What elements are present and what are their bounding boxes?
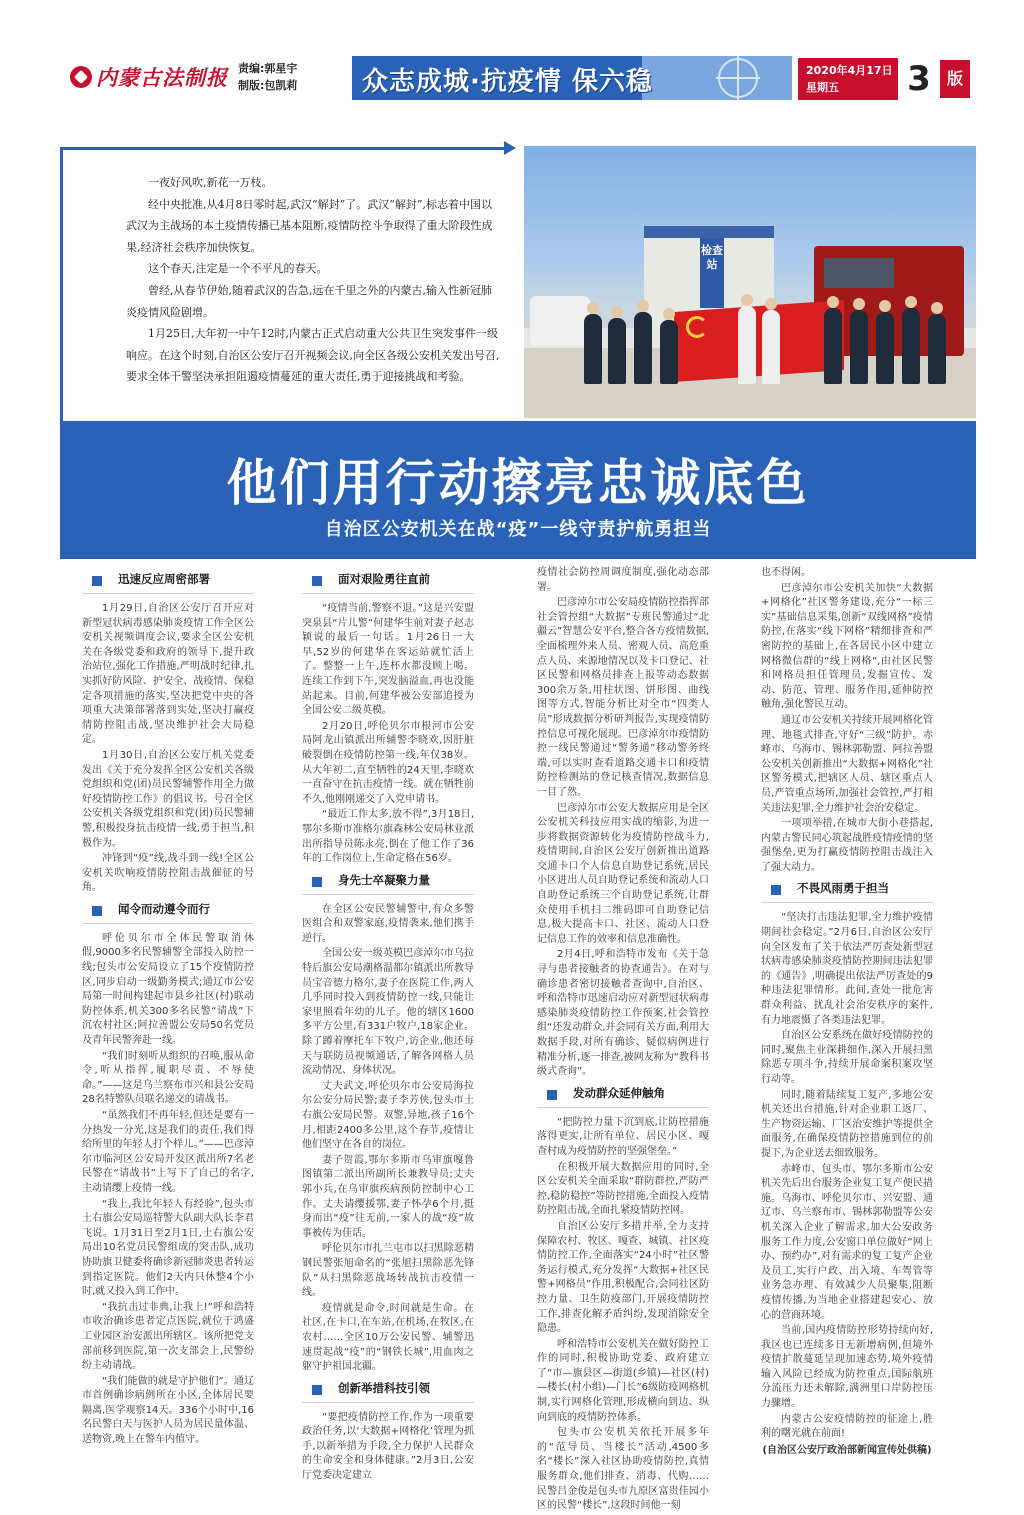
section-heading bbox=[82, 900, 254, 924]
newspaper-logo: 内蒙古法制报 bbox=[96, 65, 228, 90]
section-title: 身先士卒凝聚力量 bbox=[338, 872, 430, 887]
paragraph: 当前,国内疫情防控形势持续向好,我区也已连续多日无新增病例,但境外疫情扩散蔓延呈现加速态势,境外疫情输入风险已经成为防控重点,国际航班分流压力还未解除,满洲里口岸防控压力骤增。 bbox=[761, 1325, 933, 1410]
paragraph: 在全区公安民警辅警中,有众多警医组合和双警家庭,疫情袭来,他们携手逆行。 bbox=[302, 903, 474, 944]
paragraph: 在积极开展大数据应用的同时,全区公安机关全面采取“群防群控,严防严控,稳防稳控”等防控措施,全面投入疫情防控阻击战,全面扎紧疫情防控网。 bbox=[537, 1161, 709, 1217]
square-bullet-icon bbox=[771, 885, 781, 895]
article-column-1 bbox=[82, 566, 254, 1449]
paragraph: “最近工作太多,放不得”,3月18日,鄂尔多斯市准格尔旗森林公安局林业派出所指导员陈永亮,倒在了他工作了36年的工作岗位上,生命定格在56岁。 bbox=[302, 809, 474, 865]
headline: 他们用行动擦亮忠诚底色 bbox=[226, 453, 810, 512]
paragraph: “我抗击过非典,让我上!”呼和浩特市收治确诊患者定点医院,就位于鸿盛工业园区治安派出所辖区。该所把党支部前移到医院,第一次支部会上,民警纷纷主动请战。 bbox=[82, 1301, 254, 1372]
photo-person bbox=[850, 310, 868, 384]
paragraph: 一项项举措,在城市大街小巷搭起,内蒙古警民同心筑起战胜疫情疫情的坚强堡垒,更为打赢疫情防控阻击战注入了强大动力。 bbox=[761, 818, 933, 873]
square-bullet-icon bbox=[92, 576, 102, 586]
paragraph: 冲锋到“疫”线,战斗到一线!全区公安机关吹响疫情防控阻击战催征的号角。 bbox=[82, 853, 254, 894]
issue-date bbox=[798, 58, 898, 100]
square-bullet-icon bbox=[312, 576, 322, 586]
square-bullet-icon bbox=[312, 1385, 322, 1395]
paragraph: “把防控力量下沉到底,让防控措施落得更实,让所有单位、居民小区、嘎查村成为疫情防控的坚强堡垒。” bbox=[537, 1116, 709, 1157]
photo-party-flag bbox=[674, 300, 844, 382]
paragraph: 呼伦贝尔市扎兰屯市以扫黑除恶精钢民警张旭命名的“张旭扫黑除恶先锋队”从扫黑除恶战场转战抗击疫情一线。 bbox=[302, 1243, 474, 1299]
weekday-text: 星期五 bbox=[806, 81, 839, 94]
square-bullet-icon bbox=[92, 906, 102, 916]
photo-person-medic bbox=[762, 310, 780, 384]
paragraph: 全国公安一级英模巴彦淖尔市乌拉特后旗公安局潮格温都尔镇派出所教导员宝音德力格尔,妻子在医院工作,两人几乎同时投入到疫情防控一线,只能让家里照看年幼的儿子。他的辖区1600多平方公里,有331户牧户,18家企业。除了蹲着摩托车下牧户,访企业,他还每天与联防员视频通话,了解各网格人员流动情况、身体状况。 bbox=[302, 948, 474, 1077]
section-title: 发动群众延伸触角 bbox=[573, 1085, 665, 1100]
paragraph: 自治区公安厅多措并举,全力支持保障农村、牧区、嘎查、城镇、社区疫情防控工作,全面落实“24小时”社区警务运行模式,充分发挥“大数据+社区民警+网格员”作用,积极配合,会同社区防控力量、卫生防疫部门,开展疫情防控工作,排查化解矛盾纠纷,发现消除安全隐患。 bbox=[537, 1220, 709, 1335]
paragraph: 2月4日,呼和浩特市发布《关于急寻与患者接触者的协查通告》。在对与确诊患者密切接触者查询中,自治区、呼和浩特市迅速启动应对新型冠状病毒感染肺炎疫情防控工作预案,社会管控组“还发动群众,并会同有关方面,利用大数据手段,对所有确诊、疑似病例进行精准分析,逐一排查,被网友称为“教科书级式查询”。 bbox=[537, 949, 709, 1078]
section-title: 创新举措科技引领 bbox=[338, 1380, 430, 1395]
intro-paragraph: 经中央批准,从4月8日零时起,武汉“解封”了。武汉“解封”,标志着中国以武汉为主战场的本土疫情传播已基本阻断,疫情防控斗争取得了重大阶段性成果,经济社会秩序加快恢复。 bbox=[126, 197, 493, 254]
arrow-right-icon bbox=[504, 141, 516, 155]
editor-credits bbox=[238, 60, 297, 94]
section-heading bbox=[302, 871, 474, 895]
article-column-3 bbox=[537, 566, 709, 1515]
square-bullet-icon bbox=[312, 877, 322, 887]
page-number: 3 bbox=[907, 59, 931, 99]
section-title: 面对艰险勇往直前 bbox=[338, 572, 430, 586]
column-banner bbox=[352, 56, 792, 100]
compass-icon bbox=[718, 58, 758, 98]
section-heading bbox=[537, 1084, 709, 1108]
paragraph: 1月29日,自治区公安厅召开应对新型冠状病毒感染肺炎疫情工作全区公安机关视频调度会议,要求全区公安机关在各级党委和政府的领导下,提升政治站位,强化工作措施,严明战时纪律,扎实抓好防风险、护安全、战疫情、保稳定各项措施的落实,坚决把党中央的各项重大决策部署落到实处,坚决打赢疫情防控阻击战,坚决维护社会大局稳定。 bbox=[82, 603, 254, 746]
producer-name: 制版:包凯莉 bbox=[238, 79, 298, 92]
section-heading bbox=[761, 879, 933, 903]
photo-person bbox=[584, 314, 602, 384]
intro-paragraph: 1月25日,大年初一中午12时,内蒙古正式启动重大公共卫生突发事件一级响应。在这个时刻,自治区公安厅召开视频会议,向全区各级公安机关发出号召,要求全体干警坚决承担阻遏疫情蔓延的重大责任,勇于迎接挑战和考验。 bbox=[126, 327, 500, 384]
paragraph: 赤峰市、包头市、鄂尔多斯市公安机关先后出台服务企业复工复产便民措施。乌海市、呼伦贝尔市、兴安盟、通辽市、乌兰察布市、锡林郭勒盟等公安机关深入企业了解需求,加大公安政务服务工作力度,公安窗口单位做好“网上办、预约办”,对有需求的复工复产企业及员工,实行户政、出入境、车驾管等业务急办理、有效减少人员聚集,阻断疫情传播,为当地企业搭建起安心、放心的营商环境。 bbox=[761, 1163, 933, 1321]
photo-person bbox=[876, 312, 894, 384]
paragraph: 呼伦贝尔市全体民警取消休假,9000多名民警辅警全部投入防控一线;包头市公安局设立了15个疫情防控区,同步启动一级勤务模式;通辽市公安局第一时间构建起市县乡社区(村)联动防控体系,机关300多名民警“请战”下沉农村社区;阿拉善盟公安局50名党员及青年民警奔赴一线。 bbox=[82, 932, 254, 1047]
date-text: 2020年4月17日 bbox=[806, 64, 893, 77]
frame-line-top bbox=[60, 147, 506, 150]
paragraph: “疫情当前,警察不退。”这是兴安盟突泉县“片儿警”何建华生前对妻子赵志颖说的最后一句话。1月26日一大早,52岁的何建华在客运站就忙活上了。整整一上午,连杯水都没顾上喝。连续工作到下午,突发脑溢血,再也没能站起来。目前,何建华被公安部追授为全国公安二级英模。 bbox=[302, 603, 474, 717]
intro-paragraph: 这个春天,注定是一个不平凡的春天。 bbox=[148, 262, 328, 276]
news-photo bbox=[524, 146, 976, 418]
frame-line-left bbox=[60, 147, 63, 427]
article-credit: (自治区公安厅政治部新闻宣传处供稿) bbox=[762, 1444, 932, 1456]
section-heading bbox=[82, 570, 254, 594]
newspaper-logo-icon bbox=[70, 66, 92, 88]
paragraph: “我们能做的就是守护他们”。通辽市首例确诊病例所在小区,全体居民要隔离,医学观察14天。336个小时中,16名民警白天与医护人员为居民量体温、送物资,晚上在警车内值守。 bbox=[82, 1375, 254, 1446]
photo-person bbox=[824, 308, 842, 384]
photo-truck-window bbox=[824, 258, 894, 288]
paragraph: 1月30日,自治区公安厅机关党委发出《关于充分发挥全区公安机关各级党组织和党(团)员民警辅警作用全力做好疫情防控工作》的倡议书。号召全区公安机关各级党组织和党(团)员民警辅警,积极投身抗击疫情一线,勇于担当,积极作为。 bbox=[82, 749, 254, 849]
section-heading bbox=[302, 1379, 474, 1403]
photo-person bbox=[634, 312, 652, 384]
photo-person bbox=[660, 320, 678, 384]
paragraph: 巴彦淖尔市公安大数据应用是全区公安机关科技应用实战的缩影,为进一步将数据资源转化为疫情防控战斗力,疫情期间,自治区公安厅创新推出道路交通卡口个人信息自助登记系统,居民小区进出人员自助登记系统和流动人口自助登记系统三个自助登记系统,让群众使用手机扫二维码即可自助登记信息,极大提高卡口、社区、流动人口登记信息工作的效率和信息准确性。 bbox=[537, 802, 709, 945]
paragraph: 同时,随着陆续复工复产,多地公安机关还出台措施,针对企业职工返厂、生产物资运输、厂区治安维护等提供全面服务,在确保疫情防控措施到位的前提下,为企业送去细致服务。 bbox=[761, 1089, 933, 1159]
square-bullet-icon bbox=[547, 1090, 557, 1100]
paragraph: 通辽市公安机关持续开展网格化管理、地毯式排查,守好“三级”防护。赤峰市、乌海市、锡林郭勒盟、阿拉善盟公安机关创新推出“大数据+网格化”社区警务模式,把辖区人员、辖区重点人员,严管重点场所,加强社会管控,严打相关违法犯罪,全力维护社会治安稳定。 bbox=[761, 714, 933, 814]
article-column-4 bbox=[761, 566, 933, 1459]
intro-text bbox=[126, 172, 502, 388]
paragraph: 自治区公安系统在做好疫情防控的同时,聚焦主业深耕细作,深入开展扫黑除恶专项斗争,持续开展命案积案攻坚行动等。 bbox=[761, 1030, 933, 1085]
photo-car bbox=[530, 296, 590, 346]
banner-title: 众志成城·抗疫情 保六稳 bbox=[362, 67, 653, 97]
paragraph: 妻子贺霞,鄂尔多斯市乌审旗嘎鲁图镇第二派出所副所长兼教导员;丈夫郭小兵,在乌审旗疾病预防控制中心工作。丈夫请缨援鄂,妻子怀孕6个月,挺身而出“疫”往无前,一家人的战“疫”故事被传为佳话。 bbox=[302, 1154, 474, 1239]
photo-person bbox=[902, 308, 920, 384]
paragraph: “要把疫情防控工作,作为一项重要政治任务,以‘大数据+网格化’管理为抓手,以新举措为手段,全力保护人民群众的生命安全和身体健康。”2月3日,公安厅党委决定建立 bbox=[302, 1411, 474, 1482]
paragraph: 2月20日,呼伦贝尔市根河市公安局阿龙山镇派出所辅警李晓欢,因肝脏破裂倒在疫情防控第一线,年仅38岁。从大年初二,直至牺牲的24天里,李晓欢一直奋守在抗击疫情一线。就在牺牲前不久,他刚刚递交了入党申请书。 bbox=[302, 720, 474, 805]
section-title: 闻令而动遵令而行 bbox=[118, 901, 210, 916]
paragraph: 也不得闲。 bbox=[761, 567, 811, 578]
section-heading bbox=[302, 570, 474, 594]
paragraph: 疫情就是命令,时间就是生命。在社区,在卡口,在车站,在机场,在牧区,在农村……全区10万公安民警、辅警迅速贯起战“疫”的“钢铁长城”,用血肉之躯守护祖国北疆。 bbox=[302, 1302, 474, 1373]
photo-person bbox=[608, 318, 626, 384]
subheadline: 自治区公安机关在战“疫”一线守责护航勇担当 bbox=[324, 519, 712, 540]
section-title: 迅速反应周密部署 bbox=[118, 572, 210, 586]
paragraph: 巴彦淖尔市公安局疫情防控指挥部社会管控组“大数据”专班民警通过“北疆云”智慧公安平台,整合各方疫情数据,全面梳理外来人员、密观人员、高危重点人员、来源地情况以及卡口登记、社区民警和网格员排查上报等动态数据300余万条,用柱状图、饼形图、曲线图等方式,智能分析比对全市“四类人员”形成数据分析研判报告,实现疫情防控信息可视化展现。巴彦淖尔市疫情防控一线民警通过“警务通”移动警务终端,可以实时查看道路交通卡口和疫情防控检测站的登记核查情况,数据信息一目了然。 bbox=[537, 597, 709, 798]
editor-name: 责编:郭星宇 bbox=[238, 62, 298, 75]
intro-paragraph: 一夜好风吹,新花一万枝。 bbox=[148, 176, 273, 189]
masthead bbox=[0, 0, 1024, 112]
headline-band bbox=[60, 421, 976, 559]
paragraph: “虽然我们不再年轻,但还是要有一分热发一分光,这是我们的责任,我们得给所里的年轻人打个样儿。”——巴彦淖尔市临河区公安局开发区派出所7名老民警在“请战书”上写下了自己的名字,主动请缨上疫情一线。 bbox=[82, 1110, 254, 1194]
paragraph: 疫情社会防控周调度制度,强化动态部署。 bbox=[537, 567, 709, 593]
paragraph: “我们时刻听从组织的召唤,服从命令,听从指挥,履职尽责、不辱使命。”——这是乌兰察布市兴和县公安局28名特警队员联名递交的请战书。 bbox=[82, 1050, 254, 1106]
photo-person bbox=[928, 314, 946, 384]
section-title: 不畏风雨勇于担当 bbox=[797, 881, 889, 896]
page-suffix: 版 bbox=[940, 60, 970, 98]
paragraph: 巴彦淖尔市公安机关加快“大数据+网格化”社区警务建设,充分“一标三实”基础信息采集,创新“双线网格”疫情防控,在落实“线下网格”精细排查和严密防控的基础上,在各居民小区中建立网格微信群的“线上网格”,由社区民警和网格员担任管理员,发掘宣传、发动、防范、管理、服务作用,延伸防控触角,强化警民互动。 bbox=[761, 582, 933, 711]
intro-paragraph: 曾经,从春节伊始,随着武汉的告急,远在千里之外的内蒙古,输入性新冠肺炎疫情风险剧增。 bbox=[126, 283, 492, 319]
paragraph: 丈夫武文,呼伦贝尔市公安局海拉尔公安分局民警;妻子李芳侠,包头市土右旗公安局民警。双警,异地,孩子16个月,相距2400多公里,这个春节,疫情让他们坚守在各自的岗位。 bbox=[302, 1080, 474, 1151]
photo-checkpoint-sign: 检查站 bbox=[700, 238, 724, 308]
paragraph: 包头市公安机关依托开展多年的“范导员、当楼长”活动,4500多名“楼长”深入社区协助疫情防控,真情服务群众,他们排查、消毒、代购……民警吕金俊是包头市九原区富贵佳园小区的民警“楼长”,这段时间他一刻 bbox=[537, 1427, 709, 1512]
article-column-2 bbox=[302, 566, 474, 1485]
paragraph: “我上,我比年轻人有经验”,包头市土右旗公安局巡特警大队副大队长李君飞说。1月31日至2月1日,土右旗公安局出10名党员民警组成的突击队,成功协助旗卫健委将确诊新冠肺炎患者转运到指定医院。他们2天内只休整4个小时,就又投入到工作中。 bbox=[82, 1198, 254, 1298]
paragraph: 内蒙古公安疫情防控的征途上,胜利的曙光就在前面! bbox=[761, 1413, 933, 1440]
photo-person-medic bbox=[738, 306, 756, 384]
paragraph: “坚决打击违法犯罪,全力维护疫情期间社会稳定。”2月6日,自治区公安厅向全区发布了关于依法严厉查处新型冠状病毒感染肺炎疫情防控期间违法犯罪的《通告》,明确提出依法严厉查处的9种违法犯罪情形。此间,查处一批危害群众利益、扰乱社会治安秩序的案件,有力地震慑了各类违法犯罪。 bbox=[761, 912, 933, 1026]
hammer-sickle-icon bbox=[686, 316, 708, 338]
paragraph: 呼和浩特市公安机关在做好防控工作的同时,积极协助党委、政府建立了“市—旗县区—街道(乡镇)—社区(村)—楼长(村小组)—门长”6级防疫网格机制,实行网格化管理,形成横向到边、纵向到底的疫情防控体系。 bbox=[537, 1338, 709, 1423]
